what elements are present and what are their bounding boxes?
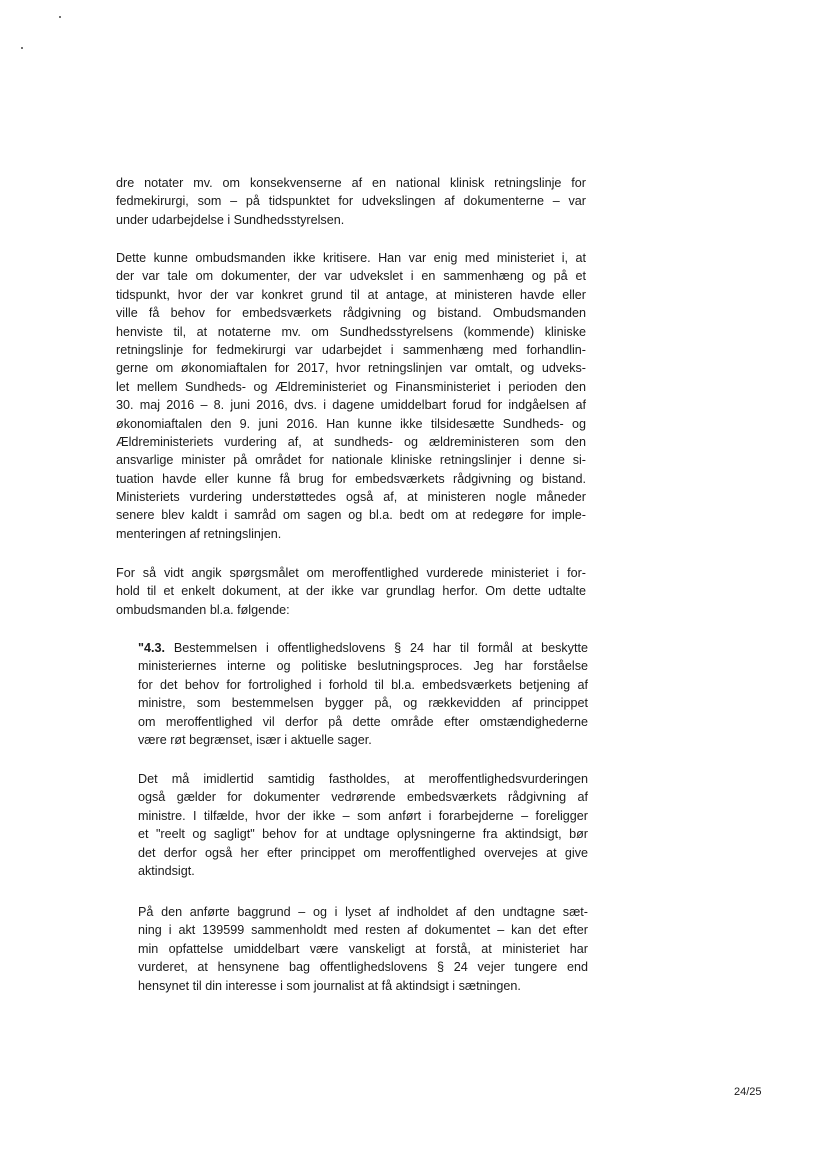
text-line: ministre. I tilfælde, hvor der ikke – som anført i forarbejderne – foreligger bbox=[138, 808, 588, 823]
text-line: fedmekirurgi, som – på tidspunktet for udvekslingen af dokumenterne – var bbox=[116, 194, 586, 209]
text-line: henviste til, at notaterne mv. om Sundhedsstyrelsens (kommende) kliniske bbox=[116, 324, 586, 339]
text-line: dre notater mv. om konsekvenserne af en national klinisk retningslinje for bbox=[116, 176, 586, 190]
text-line: senere blev kaldt i samråd om sagen og bl.a. bedt om at redegøre for imple- bbox=[116, 508, 586, 523]
text-line: om meroffentlighed vil derfor på dette område efter omstændighederne bbox=[138, 714, 588, 729]
scan-speck bbox=[59, 16, 61, 18]
text-line: økonomiaftalen den 9. juni 2016. Han kunne ikke tilsidesætte Sundheds- og bbox=[116, 416, 586, 431]
text-line: ville få behov for embedsværkets rådgivning og bistand. Ombudsmanden bbox=[116, 306, 586, 321]
text-line: På den anførte baggrund – og i lyset af indholdet af den undtagne sæt- bbox=[138, 905, 588, 919]
text-line: der var tale om dokumenter, der var udvekslet i en sammenhæng og på et bbox=[116, 269, 586, 284]
text-line: det derfor også her efter princippet om meroffentlighed overvejes at give bbox=[138, 845, 588, 860]
text-line: retningslinje for fedmekirurgi var udarbejdet i sammenhæng med forhandlin- bbox=[116, 342, 586, 357]
quote-first-line-text: Bestemmelsen i offentlighedslovens § 24 har til formål at beskytte bbox=[164, 641, 588, 655]
text-line: Ældreministeriets vurdering af, at sundheds- og ældreministeren som den bbox=[116, 434, 586, 449]
quote-paragraph-2 bbox=[138, 770, 588, 880]
scan-speck bbox=[21, 47, 23, 49]
text-line: ombudsmanden bl.a. følgende: bbox=[116, 602, 290, 617]
text-line: hensynet til din interesse i som journalist at få aktindsigt i sætningen. bbox=[138, 978, 521, 993]
text-line: let mellem Sundheds- og Ældreministeriet og Finansministeriet i perioden den bbox=[116, 379, 586, 394]
text-line: 30. maj 2016 – 8. juni 2016, dvs. i dagene umiddelbart forud for indgåelsen af bbox=[116, 398, 586, 413]
text-line: aktindsigt. bbox=[138, 863, 195, 878]
text-line: gerne om økonomiaftalen for 2017, hvor retningslinjen var omtalt, og udveks- bbox=[116, 361, 586, 376]
text-line: For så vidt angik spørgsmålet om meroffentlighed vurderede ministeriet i for- bbox=[116, 566, 586, 580]
quote-section-number: "4.3. bbox=[138, 641, 165, 655]
paragraph-meroffentlighed bbox=[116, 564, 586, 619]
text-line bbox=[138, 639, 588, 657]
text-line: ning i akt 139599 sammenholdt med resten af dokumentet – kan det efter bbox=[138, 923, 588, 938]
paragraph-ombudsman-assessment bbox=[116, 249, 586, 543]
paragraph-intro bbox=[116, 174, 586, 229]
text-line: også gælder for dokumenter vedrørende embedsværkets rådgivning af bbox=[138, 790, 588, 805]
text-line: tidspunkt, hvor der var konkret grund til at antage, at ministeren havde eller bbox=[116, 287, 586, 302]
text-line: Det må imidlertid samtidig fastholdes, at meroffentlighedsvurderingen bbox=[138, 772, 588, 786]
text-line: ministeriernes interne og politiske beslutningsproces. Jeg har forståelse bbox=[138, 659, 588, 674]
text-line: for det behov for fortrolighed i forhold til bl.a. embedsværkets betjening af bbox=[138, 677, 588, 692]
text-line: hold til et enkelt dokument, at der ikke var grundlag herfor. Om dette udtalte bbox=[116, 584, 586, 599]
text-line: ministre, som bestemmelsen bygger på, og rækkevidden af princippet bbox=[138, 696, 588, 711]
text-line: tuation havde eller kunne få brug for embedsværkets rådgivning og bistand. bbox=[116, 471, 586, 486]
text-line: vurderet, at hensynene bag offentlighedslovens § 24 vejer tungere end bbox=[138, 960, 588, 975]
text-line: Dette kunne ombudsmanden ikke kritisere. Han var enig med ministeriet i, at bbox=[116, 251, 586, 265]
quote-paragraph-3 bbox=[138, 903, 588, 995]
text-line: under udarbejdelse i Sundhedsstyrelsen. bbox=[116, 212, 345, 227]
text-line: være røt begrænset, især i aktuelle sager. bbox=[138, 732, 372, 747]
quote-paragraph-1 bbox=[138, 639, 588, 749]
text-line: ansvarlige minister på området for nationale kliniske retningslinjer i denne si- bbox=[116, 453, 586, 468]
page-number: 24/25 bbox=[734, 1086, 762, 1098]
text-line: et "reelt og sagligt" behov for at undtage oplysningerne fra aktindsigt, bør bbox=[138, 827, 588, 842]
text-line: min opfattelse umiddelbart være vanskeligt at forstå, at ministeriet har bbox=[138, 941, 588, 956]
text-line: Ministeriets vurdering understøttedes også af, at ministeren nogle måneder bbox=[116, 490, 586, 505]
text-line: menteringen af retningslinjen. bbox=[116, 526, 282, 541]
